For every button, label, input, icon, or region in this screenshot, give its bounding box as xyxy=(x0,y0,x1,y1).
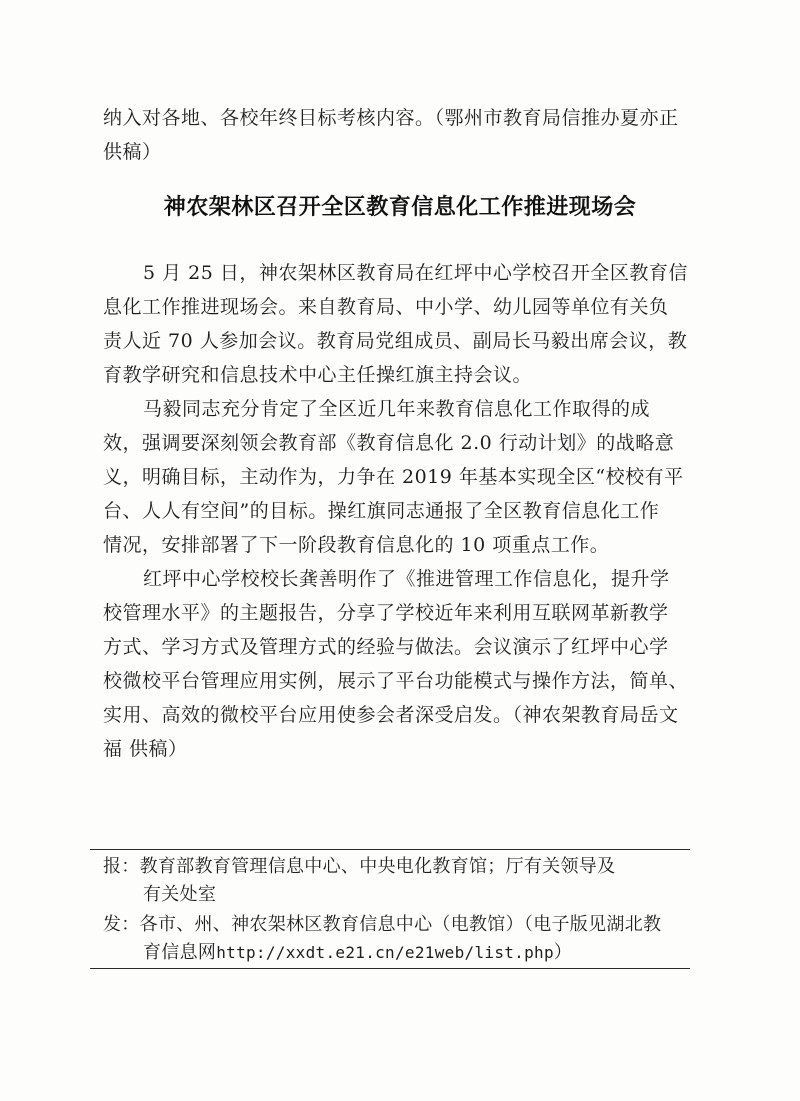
paragraph-3-line-4: 校微校平台管理应用实例，展示了平台功能模式与操作方法，简单、 xyxy=(103,670,689,692)
paragraph-1-line-2: 息化工作推进现场会。来自教育局、中小学、幼儿园等单位有关负 xyxy=(103,296,669,318)
report-line-2: 有关处室 xyxy=(143,884,217,905)
paragraph-1-line-1: 5 月 25 日，神农架林区教育局在红坪中心学校召开全区教育信 xyxy=(143,262,688,284)
paragraph-2-line-4: 台、人人有空间”的目标。操红旗同志通报了全区教育信息化工作 xyxy=(103,500,660,522)
intro-line-1: 纳入对各地、各校年终目标考核内容。（鄂州市教育局信推办夏亦正 xyxy=(103,107,679,129)
paragraph-3-line-6: 福 供稿） xyxy=(103,738,188,760)
paragraph-1-line-3: 责人近 70 人参加会议。教育局党组成员、副局长马毅出席会议，教 xyxy=(103,330,688,352)
paragraph-3-line-1: 红坪中心学校校长龚善明作了《推进管理工作信息化，提升学 xyxy=(143,568,670,590)
website-link[interactable]: http://xxdt.e21.cn/e21web/list.php xyxy=(216,943,554,962)
report-label: 报： xyxy=(103,856,140,877)
send-recipients: 各市、州、神农架林区教育信息中心（电教馆）（电子版见湖北教 xyxy=(139,914,662,935)
paragraph-1-line-4: 育教学研究和信息技术中心主任操红旗主持会议。 xyxy=(103,364,533,386)
send-line-2-suffix: ） xyxy=(553,942,573,963)
paragraph-3-line-5: 实用、高效的微校平台应用使参会者深受启发。（神农架教育局岳文 xyxy=(103,704,679,726)
footer-top-rule xyxy=(90,849,690,850)
article-title: 神农架林区召开全区教育信息化工作推进现场会 xyxy=(163,195,637,220)
paragraph-2-line-1: 马毅同志充分肯定了全区近几年来教育信息化工作取得的成 xyxy=(143,398,651,420)
send-line-2-prefix: 育信息网 xyxy=(143,942,217,963)
intro-line-2: 供稿） xyxy=(103,141,162,163)
paragraph-3-line-2: 校管理水平》的主题报告，分享了学校近年来利用互联网革新教学 xyxy=(103,602,669,624)
paragraph-2-line-3: 义，明确目标，主动作为，力争在 2019 年基本实现全区“校校有平 xyxy=(103,466,684,488)
footer-bottom-rule xyxy=(90,968,690,969)
send-line-1 xyxy=(103,911,661,939)
report-recipients: 教育部教育管理信息中心、中央电化教育馆；厅有关领导及 xyxy=(139,856,616,877)
send-line-2 xyxy=(143,939,572,967)
paragraph-2-line-2: 效，强调要深刻领会教育部《教育信息化 2.0 行动计划》的战略意 xyxy=(103,432,675,454)
paragraph-2-line-5: 情况，安排部署了下一阶段教育信息化的 10 项重点工作。 xyxy=(103,534,610,556)
send-label: 发： xyxy=(103,914,140,935)
report-line-1 xyxy=(103,853,615,881)
paragraph-3-line-3: 方式、学习方式及管理方式的经验与做法。会议演示了红坪中心学 xyxy=(103,636,669,658)
